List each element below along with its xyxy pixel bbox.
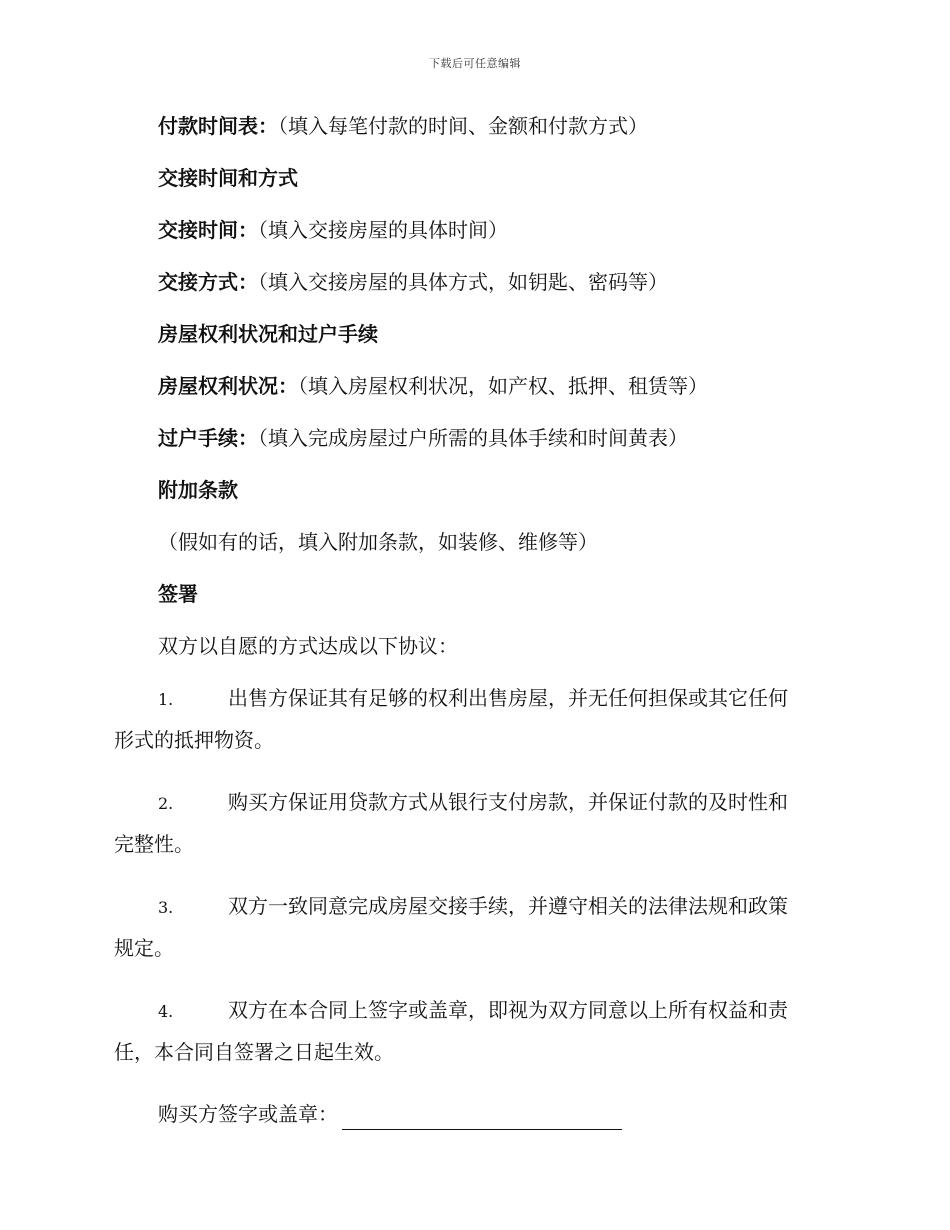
payment-schedule-value: （填入每笔付款的时间、金额和付款方式） (278, 114, 648, 138)
agreement-item-1 (114, 682, 834, 756)
transfer-value: （填入完成房屋过户所需的具体手续和时间黄表） (258, 426, 688, 450)
item-text-line1: 双方在本合同上签字或盖章，即视为双方同意以上所有权益和责 (228, 998, 788, 1022)
buyer-signature-blank[interactable] (342, 1107, 622, 1130)
additional-heading: 附加条款 (158, 478, 238, 502)
agreement-item-3 (114, 890, 834, 964)
handover-time-label: 交接时间： (158, 218, 258, 242)
signature-heading: 签署 (158, 582, 198, 606)
handover-heading: 交接时间和方式 (158, 166, 298, 190)
item-text-line1: 购买方保证用贷款方式从银行支付房款，并保证付款的及时性和 (228, 790, 788, 814)
rights-status-row (114, 370, 834, 422)
buyer-signature-label: 购买方签字或盖章： (158, 1102, 338, 1126)
handover-method-row (114, 266, 834, 318)
item-text-line1: 双方一致同意完成房屋交接手续，并遵守相关的法律法规和政策 (228, 894, 788, 918)
header-note: 下载后可任意编辑 (429, 57, 521, 70)
rights-heading: 房屋权利状况和过户手续 (158, 322, 378, 346)
handover-time-row (114, 214, 834, 266)
handover-time-value: （填入交接房屋的具体时间） (258, 218, 508, 242)
buyer-signature-row (114, 1098, 834, 1130)
payment-schedule-label: 付款时间表： (158, 114, 278, 138)
agreement-intro: 双方以自愿的方式达成以下协议： (158, 634, 458, 658)
item-text-line2: 形式的抵押物资。 (114, 728, 274, 752)
item-text-line2: 任，本合同自签署之日起生效。 (114, 1040, 394, 1064)
handover-method-label: 交接方式： (158, 270, 258, 294)
item-text-line1: 出售方保证其有足够的权利出售房屋，并无任何担保或其它任何 (228, 686, 788, 710)
item-number: 2. (158, 794, 174, 813)
item-number: 3. (158, 898, 174, 917)
handover-method-value: （填入交接房屋的具体方式，如钥匙、密码等） (258, 270, 668, 294)
document-body (114, 110, 834, 1130)
item-text-line2: 完整性。 (114, 832, 194, 856)
agreement-item-2 (114, 786, 834, 860)
agreement-item-4 (114, 994, 834, 1068)
rights-status-label: 房屋权利状况： (158, 374, 298, 398)
transfer-label: 过户手续： (158, 426, 258, 450)
payment-schedule-row (114, 110, 834, 162)
item-number: 1. (158, 690, 174, 709)
rights-status-value: （填入房屋权利状况，如产权、抵押、租赁等） (298, 374, 708, 398)
item-number: 4. (158, 1002, 174, 1021)
transfer-row (114, 422, 834, 474)
item-text-line2: 规定。 (114, 936, 174, 960)
additional-text: （假如有的话，填入附加条款，如装修、维修等） (158, 530, 598, 554)
